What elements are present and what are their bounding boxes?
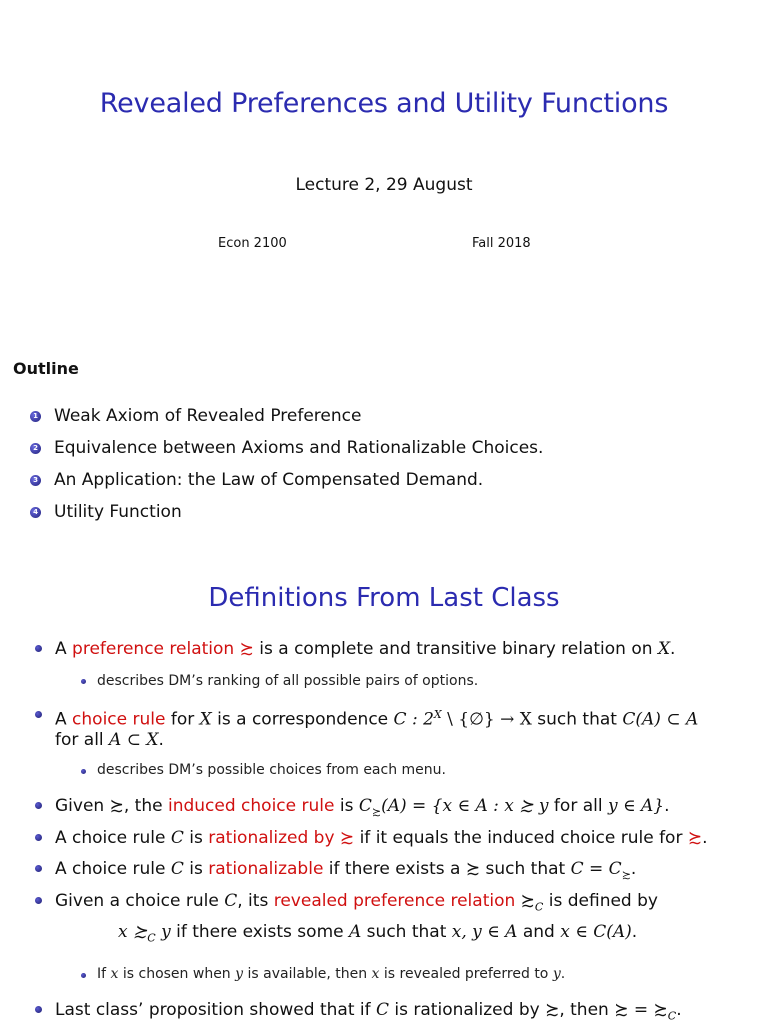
bullet-icon bbox=[35, 802, 42, 809]
outline-item-text: Weak Axiom of Revealed Preference bbox=[54, 406, 362, 426]
number-ball-icon: 2 bbox=[30, 443, 41, 454]
slide-title: Revealed Preferences and Utility Functions bbox=[99, 88, 669, 119]
number-ball-icon: 1 bbox=[30, 411, 41, 422]
revealed-preference-formula: x $≿_C$ y if there exists some A such that x, y ∈ A and x ∈ C(A). bbox=[118, 922, 638, 945]
definition-induced-choice-rule: Given ≿, the induced choice rule is $C_≿(A) = \{x$ ∈ A : x ≿ y for all y ∈ A}. bbox=[55, 796, 670, 819]
definitions-heading: Definitions From Last Class bbox=[208, 583, 560, 613]
bullet-icon bbox=[35, 897, 42, 904]
outline-heading: Outline bbox=[13, 359, 79, 378]
definition-preference-relation: A preference relation ≿ is a complete and transitive binary relation on X. bbox=[55, 639, 676, 659]
course-label: Econ 2100 bbox=[218, 236, 287, 251]
preference-relation-note: describes DM’s ranking of all possible pairs of options. bbox=[97, 673, 479, 689]
outline-list bbox=[30, 400, 543, 528]
bullet-icon bbox=[35, 834, 42, 841]
choice-rule-note: describes DM’s possible choices from each menu. bbox=[97, 762, 446, 778]
definition-rationalizable: A choice rule C is rationalizable if there exists a ≿ such that $C = C_≿$. bbox=[55, 859, 637, 882]
bullet-icon bbox=[35, 865, 42, 872]
number-ball-icon: 4 bbox=[30, 507, 41, 518]
sub-bullet-icon bbox=[81, 769, 86, 774]
outline-item-text: Utility Function bbox=[54, 502, 182, 522]
definition-revealed-preference: Given a choice rule C, its revealed preference relation $≿_C$ is defined by bbox=[55, 891, 658, 914]
sub-bullet-icon bbox=[81, 679, 86, 684]
outline-item-text: Equivalence between Axioms and Rationalizable Choices. bbox=[54, 438, 544, 458]
bullet-icon bbox=[35, 1006, 42, 1013]
last-class-proposition: Last class’ proposition showed that if C is rationalized by ≿, then ≿ = $≿_C$. bbox=[55, 1000, 682, 1023]
definition-rationalized-by: A choice rule C is rationalized by ≿ if it equals the induced choice rule for ≿. bbox=[55, 828, 708, 848]
outline-item-text: An Application: the Law of Compensated Demand. bbox=[54, 470, 484, 490]
term-label: Fall 2018 bbox=[472, 236, 531, 251]
bullet-icon bbox=[35, 711, 42, 718]
definition-choice-rule: A choice rule for X is a correspondence C : $2^X$ \ {∅} → X such that C(A) ⊂ A bbox=[55, 708, 699, 730]
outline-item bbox=[30, 400, 543, 432]
number-ball-icon: 3 bbox=[30, 475, 41, 486]
outline-item bbox=[30, 496, 543, 528]
outline-item bbox=[30, 464, 543, 496]
bullet-icon bbox=[35, 645, 42, 652]
definition-choice-rule-line2: for all A ⊂ X. bbox=[55, 730, 164, 750]
sub-bullet-icon bbox=[81, 973, 86, 978]
outline-item bbox=[30, 432, 543, 464]
lecture-subtitle: Lecture 2, 29 August bbox=[295, 175, 473, 195]
revealed-preference-note: If x is chosen when y is available, then x is revealed preferred to y. bbox=[97, 966, 566, 982]
